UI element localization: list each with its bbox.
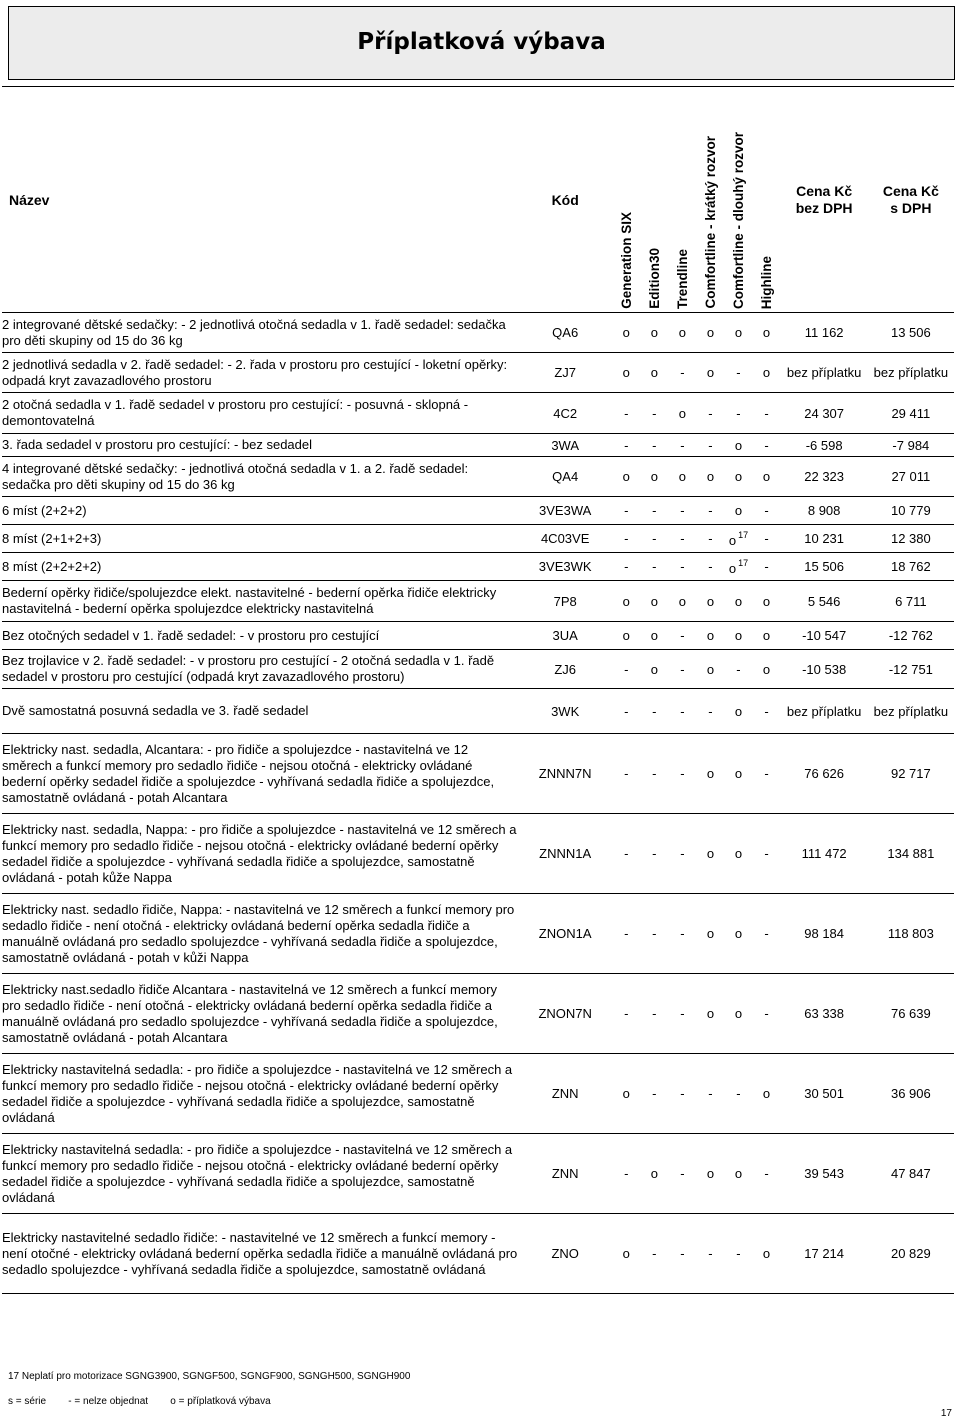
availability-cell: - (668, 974, 696, 1054)
availability-cell: o (612, 581, 640, 622)
availability-cell: o (753, 1054, 781, 1134)
availability-cell: o (640, 581, 668, 622)
price-with-vat: 27 011 (868, 457, 954, 497)
legend: s = série - = nelze objednat o = příplatková výbava (8, 1396, 271, 1407)
availability-cell: o (640, 313, 668, 353)
availability-cell: o (612, 353, 640, 393)
price-without-vat: 30 501 (781, 1054, 868, 1134)
availability-cell: o (753, 1214, 781, 1294)
availability-cell: o (612, 457, 640, 497)
price-with-vat: bez příplatku (868, 353, 954, 393)
option-code: QA6 (518, 313, 612, 353)
availability-cell: o (724, 497, 752, 525)
footnote-ref: 17 (738, 529, 749, 540)
header-price-without-vat: Cena Kč bez DPH (781, 87, 868, 313)
option-name: 2 integrované dětské sedačky: - 2 jednotlivá otočná sedadla v 1. řadě sedadel: sedačka pro děti skupiny od 15 do 36 kg (2, 313, 518, 353)
availability-cell: o (640, 457, 668, 497)
availability-cell: o (724, 457, 752, 497)
availability-cell: o (696, 353, 724, 393)
option-code: ZNN (518, 1054, 612, 1134)
availability-cell: o (724, 313, 752, 353)
availability-cell: - (668, 689, 696, 734)
availability-cell: o (640, 353, 668, 393)
availability-cell: o (612, 1214, 640, 1294)
header-code: Kód (518, 87, 612, 313)
table-row (2, 457, 954, 497)
availability-cell: o (753, 313, 781, 353)
availability-cell: - (640, 734, 668, 814)
availability-cell: - (668, 814, 696, 894)
price-without-vat: 22 323 (781, 457, 868, 497)
price-with-vat: 134 881 (868, 814, 954, 894)
price-without-vat: 111 472 (781, 814, 868, 894)
availability-cell: o (668, 313, 696, 353)
availability-cell: o (724, 689, 752, 734)
page-number: 17 (940, 1408, 952, 1419)
availability-cell: o $^{17}$ (724, 525, 752, 553)
availability-cell: - (724, 650, 752, 689)
availability-cell: - (668, 650, 696, 689)
option-name: Elektricky nastavitelná sedadla: - pro řidiče a spolujezdce - nastavitelná ve 12 směrech a funkcí memory pro sedadlo řidiče - nejsou otočná - elektricky ovládané bederní opěrky sedadel řidiče a spolujezdce - vyhřívaná sedadla řidiče a spolujezdce, samostatně ovládaná (2, 1054, 518, 1134)
price-with-vat: 12 380 (868, 525, 954, 553)
option-code: 4C03VE (518, 525, 612, 553)
option-name: Elektricky nastavitelná sedadla: - pro řidiče a spolujezdce - nastavitelná ve 12 směrech a funkcí memory pro sedadlo řidiče - nejsou otočná - elektricky ovládané bederní opěrky sedadel řidiče a spolujezdce - vyhřívaná sedadla řidiče a spolujezdce, samostatně ovládaná (2, 1134, 518, 1214)
availability-cell: - (668, 553, 696, 581)
option-name: Elektricky nast. sedadla, Nappa: - pro řidiče a spolujezdce - nastavitelná ve 12 směrech a funkcí memory pro sedadlo řidiče - nejsou otočná - elektricky ovládané bederní opěrky sedadel řidiče a spolujezdce - vyhřívaná sedadla řidiče a spolujezdce, samostatně ovládaná - potah kůže Nappa (2, 814, 518, 894)
table-row (2, 1054, 954, 1134)
availability-cell: o (640, 622, 668, 650)
option-name: 6 míst (2+2+2) (2, 497, 518, 525)
availability-cell: - (724, 353, 752, 393)
option-code: ZNNN1A (518, 814, 612, 894)
availability-cell: - (668, 1134, 696, 1214)
availability-cell: - (696, 553, 724, 581)
availability-cell: o (696, 1134, 724, 1214)
availability-cell: o (612, 1054, 640, 1134)
availability-cell: o (724, 974, 752, 1054)
price-with-vat: 76 639 (868, 974, 954, 1054)
option-name: Elektricky nast. sedadlo řidiče, Nappa: - nastavitelná ve 12 směrech a funkcí memory pro sedadlo řidiče - není otočná - elektricky ovládaná bederní opěrka sedadla řidiče a manuálně ovládaná pro sedadlo spolujezdce - vyhřívaná sedadla řidiče a spolujezdce, samostatně ovládaná - potah v kůži Nappa (2, 894, 518, 974)
availability-cell: o (640, 650, 668, 689)
availability-cell: - (696, 393, 724, 434)
table-row (2, 393, 954, 434)
availability-cell: o (696, 974, 724, 1054)
header-trim-trendline: Trendline (668, 87, 696, 313)
option-code: 3WK (518, 689, 612, 734)
price-without-vat: 39 543 (781, 1134, 868, 1214)
availability-cell: o (696, 814, 724, 894)
availability-cell: o (696, 650, 724, 689)
availability-cell: - (753, 393, 781, 434)
availability-cell: - (612, 650, 640, 689)
price-without-vat: 5 546 (781, 581, 868, 622)
price-without-vat: -6 598 (781, 434, 868, 457)
table-row (2, 353, 954, 393)
option-code: ZNNN7N (518, 734, 612, 814)
availability-cell: - (612, 1134, 640, 1214)
availability-cell: - (612, 734, 640, 814)
availability-cell: - (612, 525, 640, 553)
price-without-vat: 8 908 (781, 497, 868, 525)
availability-cell: - (753, 525, 781, 553)
table-row (2, 497, 954, 525)
header-trim-comfortline-long: Comfortline - dlouhý rozvor (724, 87, 752, 313)
price-with-vat: 118 803 (868, 894, 954, 974)
option-name: 8 míst (2+1+2+3) (2, 525, 518, 553)
availability-cell: - (696, 1214, 724, 1294)
header-trim-highline: Highline (753, 87, 781, 313)
price-without-vat: bez příplatku (781, 353, 868, 393)
table-row (2, 650, 954, 689)
availability-cell: - (640, 553, 668, 581)
price-without-vat: 24 307 (781, 393, 868, 434)
table-row (2, 814, 954, 894)
availability-cell: - (724, 393, 752, 434)
price-with-vat: 13 506 (868, 313, 954, 353)
option-name: Bez trojlavice v 2. řadě sedadel: - v prostoru pro cestující - 2 otočná sedadla v 1. řadě sedadel v prostoru pro cestující (odpadá kryt zavazadlového prostoru) (2, 650, 518, 689)
table-row (2, 894, 954, 974)
availability-cell: o (753, 457, 781, 497)
availability-cell: - (668, 353, 696, 393)
availability-cell: o (612, 622, 640, 650)
availability-cell: - (640, 814, 668, 894)
header-trim-edition30: Edition30 (640, 87, 668, 313)
table-row (2, 553, 954, 581)
availability-cell: - (696, 434, 724, 457)
availability-cell: - (724, 1054, 752, 1134)
availability-cell: - (640, 689, 668, 734)
availability-cell: - (753, 814, 781, 894)
table-row (2, 434, 954, 457)
price-with-vat: 47 847 (868, 1134, 954, 1214)
option-name: 2 otočná sedadla v 1. řadě sedadel v prostoru pro cestující: - posuvná - sklopná - demontovatelná (2, 393, 518, 434)
price-with-vat: -7 984 (868, 434, 954, 457)
price-table (2, 86, 954, 1294)
availability-cell: - (753, 553, 781, 581)
availability-cell: o (753, 622, 781, 650)
availability-cell: o (640, 1134, 668, 1214)
page-title: Příplatková výbava (357, 29, 606, 55)
availability-cell: - (640, 393, 668, 434)
price-with-vat: -12 762 (868, 622, 954, 650)
option-code: ZNON1A (518, 894, 612, 974)
availability-cell: - (753, 1134, 781, 1214)
availability-cell: - (753, 434, 781, 457)
header-price-with-vat: Cena Kč s DPH (868, 87, 954, 313)
availability-cell: - (753, 689, 781, 734)
option-code: 3UA (518, 622, 612, 650)
availability-cell: - (668, 497, 696, 525)
option-name: 2 jednotlivá sedadla v 2. řadě sedadel: - 2. řada v prostoru pro cestující - loketní opěrky: odpadá kryt zavazadlového prostoru (2, 353, 518, 393)
option-name: Elektricky nast. sedadla, Alcantara: - pro řidiče a spolujezdce - nastavitelná ve 12 směrech a funkcí memory pro sedadlo řidiče - nejsou otočná - elektricky ovládané bederní opěrky sedadel řidiče a spolujezdce - vyhřívaná sedadla řidiče a spolujezdce, samostatně ovládaná - potah Alcantara (2, 734, 518, 814)
table-row (2, 1214, 954, 1294)
availability-cell: - (696, 689, 724, 734)
option-code: ZNON7N (518, 974, 612, 1054)
price-with-vat: 92 717 (868, 734, 954, 814)
availability-cell: - (640, 894, 668, 974)
availability-cell: o (612, 313, 640, 353)
availability-cell: - (640, 974, 668, 1054)
availability-cell: - (668, 1214, 696, 1294)
price-without-vat: -10 547 (781, 622, 868, 650)
option-code: 3WA (518, 434, 612, 457)
availability-cell: - (753, 894, 781, 974)
availability-cell: - (753, 497, 781, 525)
option-name: Bederní opěrky řidiče/spolujezdce elekt. nastavitelné - bederní opěrka řidiče elektricky nastavitelná - bederní opěrka spolujezdce elektricky nastavitelná (2, 581, 518, 622)
option-name: Bez otočných sedadel v 1. řadě sedadel: - v prostoru pro cestující (2, 622, 518, 650)
availability-cell: o (724, 622, 752, 650)
availability-cell: o (668, 581, 696, 622)
price-without-vat: bez příplatku (781, 689, 868, 734)
option-name: 3. řada sedadel v prostoru pro cestující: - bez sedadel (2, 434, 518, 457)
option-code: 4C2 (518, 393, 612, 434)
availability-cell: - (696, 1054, 724, 1134)
table-row (2, 734, 954, 814)
availability-cell: - (668, 434, 696, 457)
price-without-vat: 11 162 (781, 313, 868, 353)
price-with-vat: -12 751 (868, 650, 954, 689)
availability-cell: o (724, 814, 752, 894)
header-name: Název (2, 87, 518, 313)
availability-cell: - (612, 894, 640, 974)
table-body (2, 313, 954, 1294)
availability-cell: - (612, 689, 640, 734)
option-name: Elektricky nastavitelné sedadlo řidiče: - nastavitelné ve 12 směrech a funkcí memory - není otočné - elektricky ovládaná bederní opěrka sedadla řidiče a manuálně ovládaná pro sedadlo spolujezdce - vyhřívaná sedadla řidiče a spolujezdce, samostatně ovládaná (2, 1214, 518, 1294)
option-name: 4 integrované dětské sedačky: - jednotlivá otočná sedadla v 1. a 2. řadě sedadel: sedačka pro děti skupiny od 15 do 36 kg (2, 457, 518, 497)
table-header-row (2, 87, 954, 313)
option-code: ZJ7 (518, 353, 612, 393)
table-row (2, 1134, 954, 1214)
availability-cell: o (696, 457, 724, 497)
availability-cell: - (640, 525, 668, 553)
availability-cell: - (753, 974, 781, 1054)
availability-cell: o $^{17}$ (724, 553, 752, 581)
price-without-vat: 10 231 (781, 525, 868, 553)
availability-cell: - (668, 525, 696, 553)
option-code: 3VE3WK (518, 553, 612, 581)
availability-cell: - (640, 1214, 668, 1294)
availability-cell: o (724, 581, 752, 622)
availability-cell: o (668, 457, 696, 497)
price-without-vat: 15 506 (781, 553, 868, 581)
availability-cell: - (696, 525, 724, 553)
availability-cell: o (724, 1134, 752, 1214)
header-trim-comfortline-short: Comfortline - krátký rozvor (696, 87, 724, 313)
price-with-vat: 36 906 (868, 1054, 954, 1134)
table-row (2, 974, 954, 1054)
price-with-vat: 29 411 (868, 393, 954, 434)
availability-cell: - (668, 734, 696, 814)
table-row (2, 313, 954, 353)
price-with-vat: 18 762 (868, 553, 954, 581)
availability-cell: - (612, 974, 640, 1054)
option-code: ZJ6 (518, 650, 612, 689)
availability-cell: - (753, 734, 781, 814)
availability-cell: o (696, 894, 724, 974)
option-code: ZNN (518, 1134, 612, 1214)
availability-cell: o (668, 393, 696, 434)
availability-cell: - (696, 497, 724, 525)
footnote-ref: 17 (738, 557, 749, 568)
price-with-vat: bez příplatku (868, 689, 954, 734)
availability-cell: - (668, 622, 696, 650)
availability-cell: - (612, 393, 640, 434)
availability-cell: - (612, 434, 640, 457)
price-without-vat: 98 184 (781, 894, 868, 974)
availability-cell: - (668, 894, 696, 974)
option-name: Dvě samostatná posuvná sedadla ve 3. řadě sedadel (2, 689, 518, 734)
price-with-vat: 10 779 (868, 497, 954, 525)
title-box (8, 6, 955, 80)
table-row (2, 525, 954, 553)
availability-cell: - (612, 553, 640, 581)
availability-cell: - (640, 1054, 668, 1134)
option-name: 8 míst (2+2+2+2) (2, 553, 518, 581)
header-trim-generation-six: Generation SIX (612, 87, 640, 313)
availability-cell: - (724, 1214, 752, 1294)
availability-cell: - (612, 814, 640, 894)
price-without-vat: 76 626 (781, 734, 868, 814)
option-code: ZNO (518, 1214, 612, 1294)
availability-cell: - (640, 497, 668, 525)
availability-cell: o (696, 581, 724, 622)
price-without-vat: -10 538 (781, 650, 868, 689)
price-with-vat: 6 711 (868, 581, 954, 622)
availability-cell: o (696, 622, 724, 650)
availability-cell: o (724, 734, 752, 814)
option-code: 7P8 (518, 581, 612, 622)
availability-cell: o (696, 313, 724, 353)
availability-cell: - (668, 1054, 696, 1134)
table-row (2, 581, 954, 622)
option-code: 3VE3WA (518, 497, 612, 525)
price-with-vat: 20 829 (868, 1214, 954, 1294)
availability-cell: o (753, 353, 781, 393)
footnote-17: 17 Neplatí pro motorizace SGNG3900, SGNGF500, SGNGF900, SGNGH500, SGNGH900 (8, 1371, 411, 1382)
table-row (2, 622, 954, 650)
availability-cell: o (724, 894, 752, 974)
option-code: QA4 (518, 457, 612, 497)
option-name: Elektricky nast.sedadlo řidiče Alcantara - nastavitelná ve 12 směrech a funkcí memory pro sedadlo řidiče - není otočná - elektricky ovládaná bederní opěrka sedadla řidiče a manuálně ovládaná pro sedadlo spolujezdce - vyhřívaná sedadla řidiče a spolujezdce, samostatně ovládaná - potah Alcantara (2, 974, 518, 1054)
availability-cell: - (612, 497, 640, 525)
price-without-vat: 17 214 (781, 1214, 868, 1294)
availability-cell: o (724, 434, 752, 457)
price-without-vat: 63 338 (781, 974, 868, 1054)
table-row (2, 689, 954, 734)
availability-cell: - (640, 434, 668, 457)
availability-cell: o (696, 734, 724, 814)
availability-cell: o (753, 650, 781, 689)
availability-cell: o (753, 581, 781, 622)
